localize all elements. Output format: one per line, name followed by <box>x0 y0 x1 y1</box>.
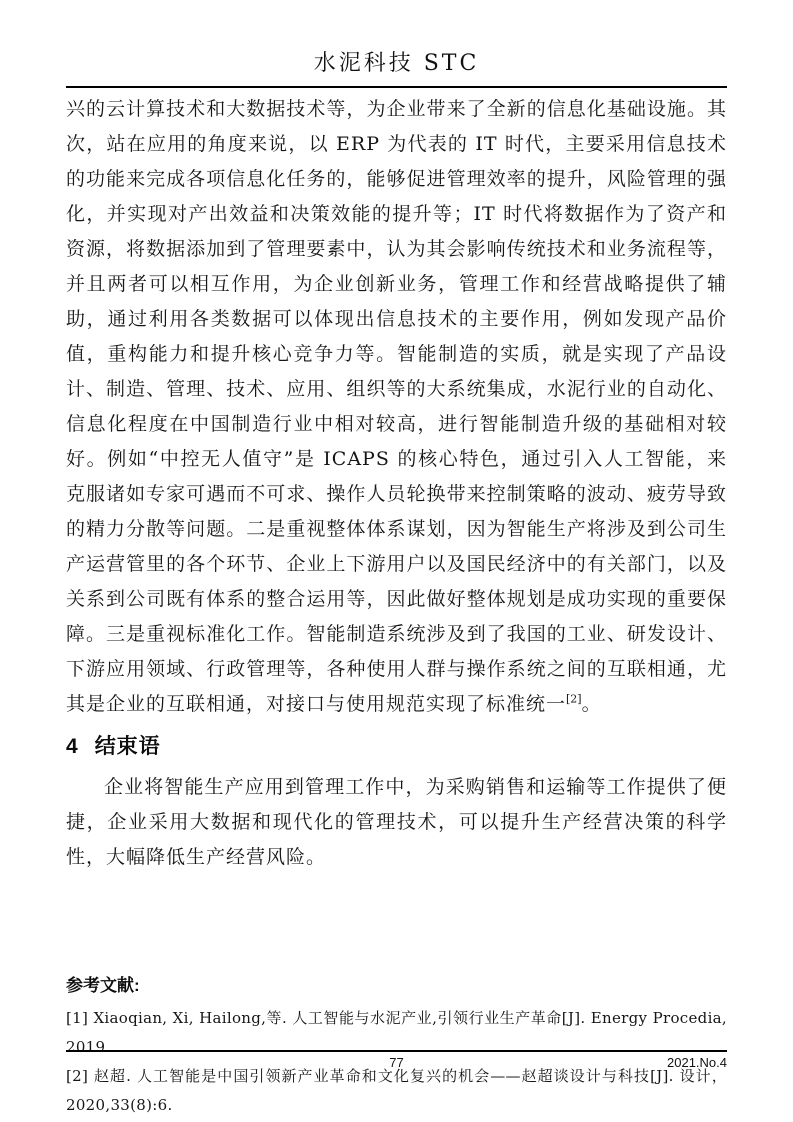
page-footer <box>66 1050 727 1077</box>
conclusion-paragraph: 企业将智能生产应用到管理工作中，为采购销售和运输等工作提供了便捷，企业采用大数据和现代化的管理技术，可以提升生产经营决策的科学性，大幅降低生产经营风险。 <box>66 776 727 868</box>
header-rule <box>66 86 727 88</box>
footer-rule <box>66 1050 727 1052</box>
page-body <box>66 92 727 1120</box>
references-heading: 参考文献: <box>66 976 140 995</box>
page-number: 77 <box>389 1055 404 1070</box>
reference-item: [2] 赵超. 人工智能是中国引领新产业革命和文化复兴的机会——赵超谈设计与科技[J]. 设计，2020,33(8):6. <box>66 1067 727 1114</box>
paragraph-text: 兴的云计算技术和大数据技术等，为企业带来了全新的信息化基础设施。其次，站在应用的角度来说，以 ERP 为代表的 IT 时代，主要采用信息技术的功能来完成各项信息化任务的，能够促进管理效率的提升，风险管理的强化，并实现对产出效益和决策效能的提升等；IT 时代将数据作为了资产和资源，将数据添加到了管理要素中，认为其会影响传统技术和业务流程等，并且两者可以相互作用，为企业创新业务，管理工作和经营战略提供了辅助，通过利用各类数据可以体现出信息技术的主要作用，例如发现产品价值，重构能力和提升核心竞争力等。智能制造的实质，就是实现了产品设计、制造、管理、技术、应用、组织等的大系统集成，水泥行业的自动化、信息化程度在中国制造行业中相对较高，进行智能制造升级的基础相对较好。例如“中控无人值守”是 ICAPS 的核心特色，通过引入人工智能，来克服诸如专家可遇而不可求、操作人员轮换带来控制策略的波动、疲劳导致的精力分散等问题。二是重视整体体系谋划，因为智能生产将涉及到公司生产运营管里的各个环节、企业上下游用户以及国民经济中的有关部门，以及关系到公司既有体系的整合运用等，因此做好整体规划是成功实现的重要保障。三是重视标准化工作。智能制造系统涉及到了我国的工业、研发设计、下游应用领域、行政管理等，各种使用人群与操作系统之间的互联相通，尤其是企业的互联相通，对接口与使用规范实现了标准统一 <box>66 98 727 715</box>
section-number: 4 <box>66 735 79 758</box>
citation-superscript: [2] <box>566 692 582 706</box>
paragraph-text-end: 。 <box>581 693 602 715</box>
journal-title: 水泥科技 STC <box>313 51 480 76</box>
section-heading <box>66 730 727 760</box>
body-paragraph <box>66 92 727 722</box>
references-section <box>66 971 727 1120</box>
issue-label: 2021.No.4 <box>667 1055 727 1070</box>
page-header <box>66 0 727 88</box>
footer-row <box>66 1055 727 1077</box>
reference-item: [1] Xiaoqian, Xi, Hailong,等. 人工智能与水泥产业,引领行业生产革命[J]. Energy Procedia, 2019. <box>66 1009 727 1056</box>
section-title: 结束语 <box>94 735 161 758</box>
